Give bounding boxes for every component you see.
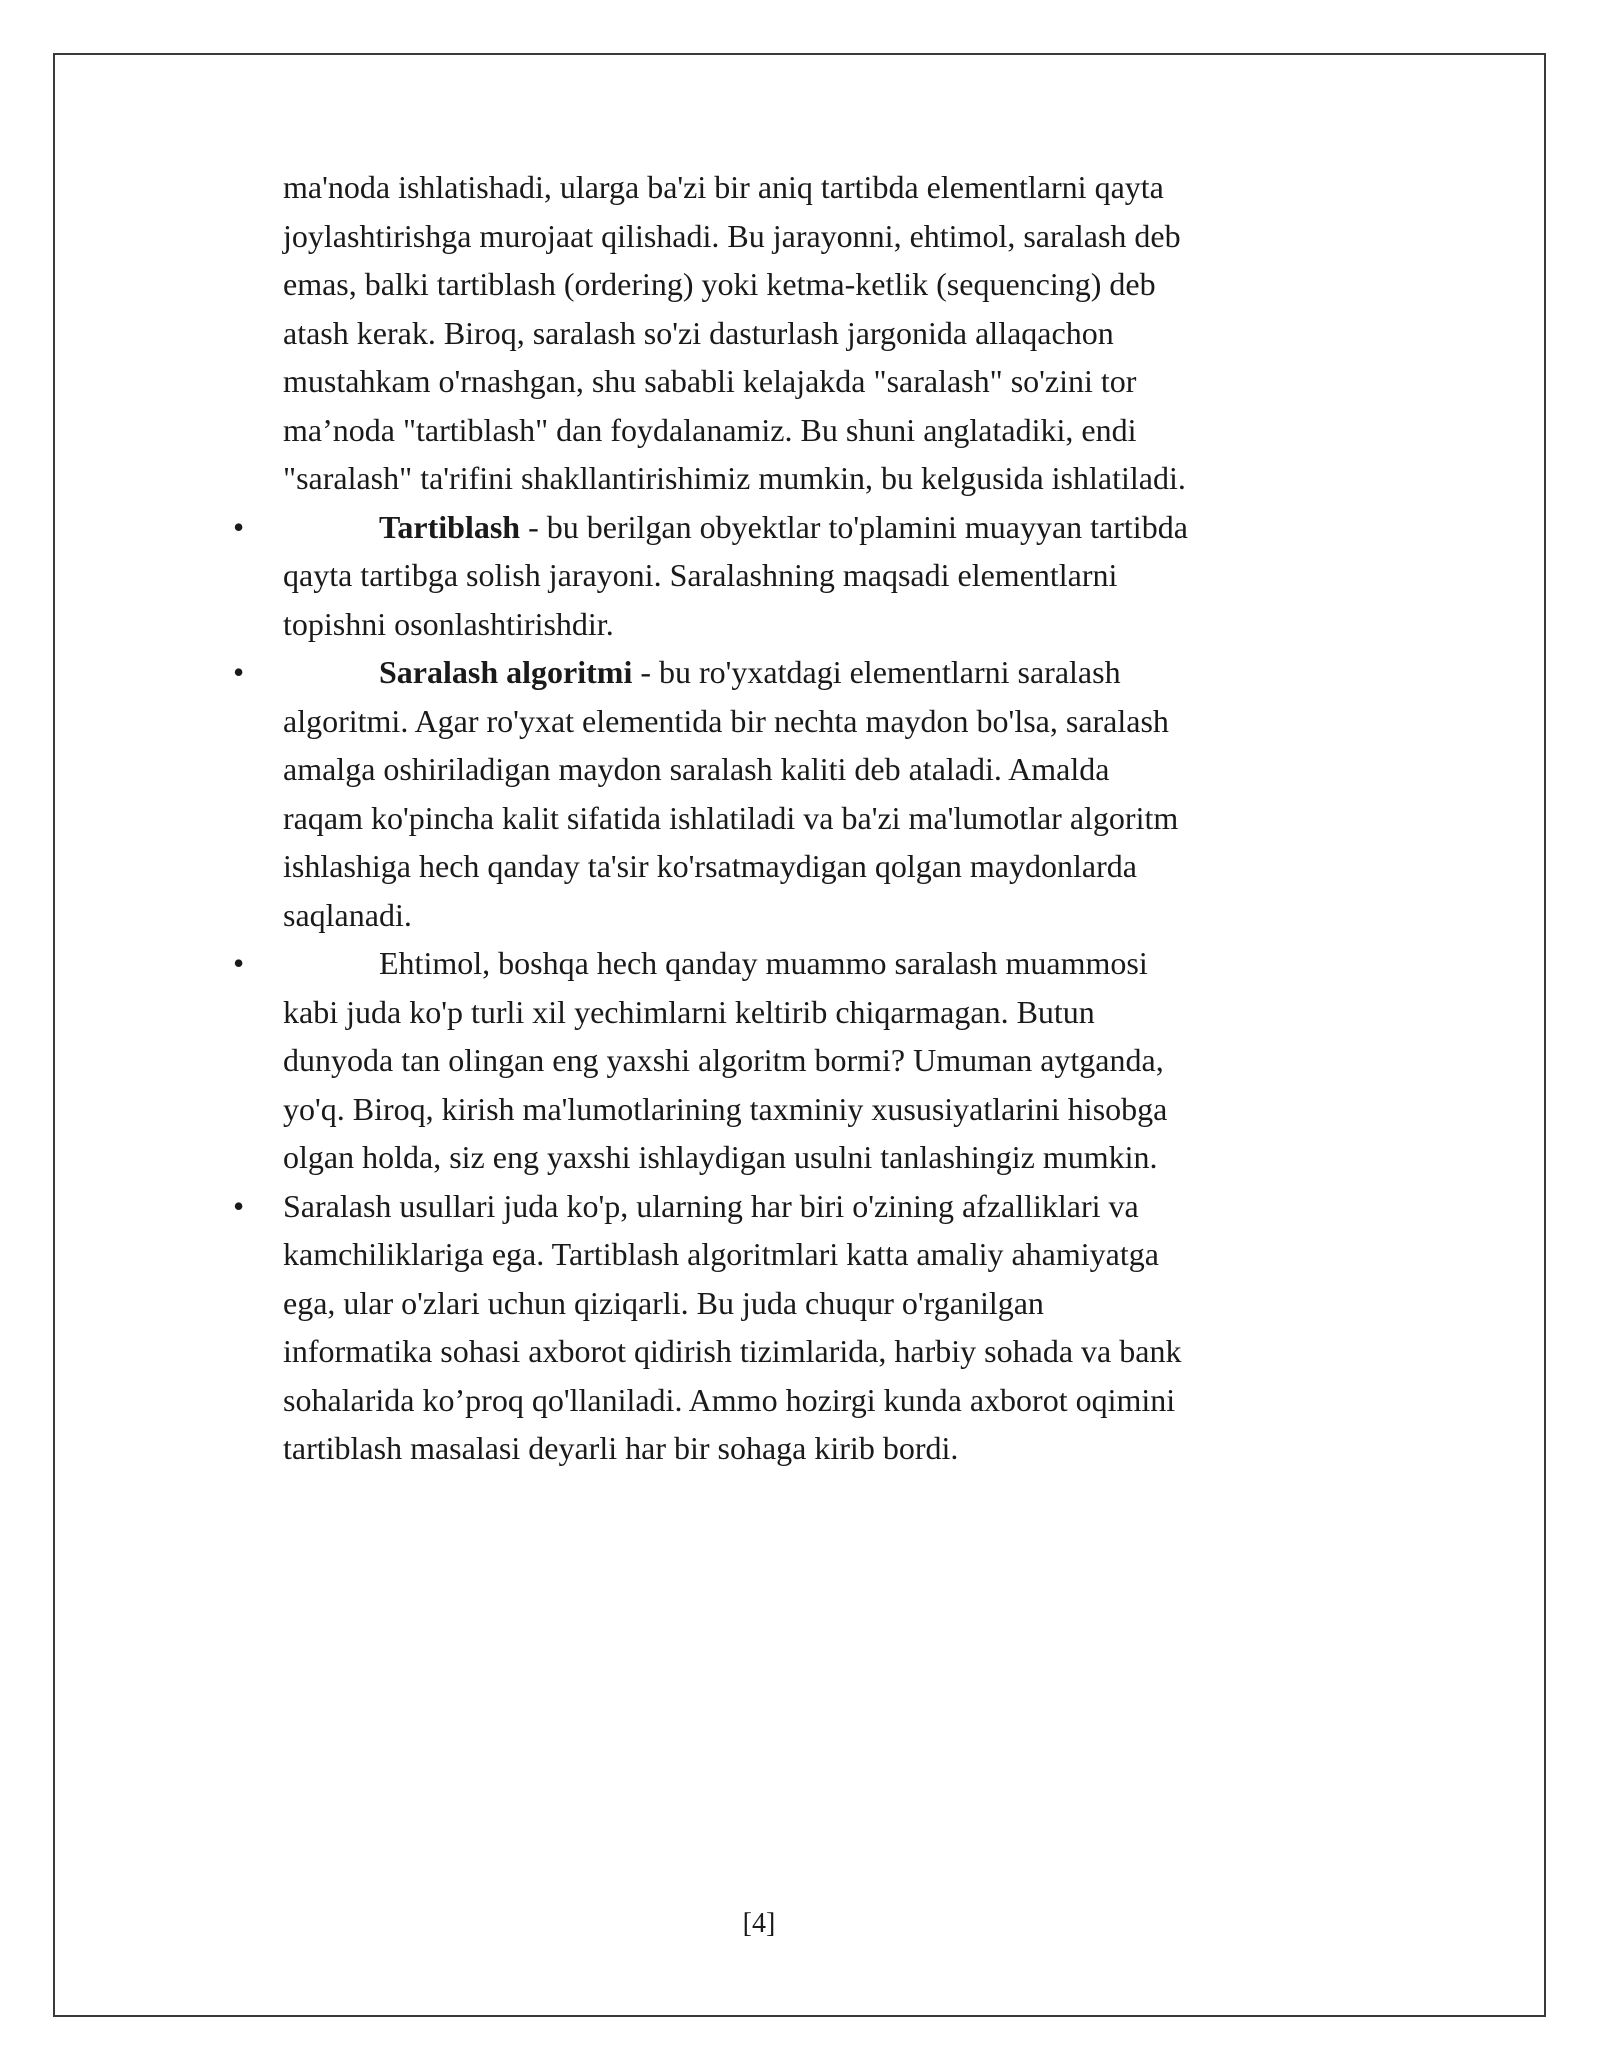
text-line: yo'q. Biroq, kirish ma'lumotlarining taxminiy xususiyatlarini hisobga	[283, 1090, 1168, 1127]
text-line: emas, balki tartiblash (ordering) yoki ketma-ketlik (sequencing) deb	[283, 266, 1156, 302]
intro-paragraph	[283, 163, 1333, 503]
text-line: ma’noda "tartiblash" dan foydalanamiz. Bu shuni anglatadiki, endi	[283, 411, 1137, 448]
text-line: raqam ko'pincha kalit sifatida ishlatiladi va ba'zi ma'lumotlar algoritm	[283, 799, 1179, 836]
text-line: qayta tartibga solish jarayoni. Saralashning maqsadi elementlarni	[283, 557, 1118, 593]
term-tartiblash: Tartiblash	[379, 508, 521, 545]
text-line: topishni osonlashtirishdir.	[283, 605, 614, 642]
text-line: ega, ular o'zlari uchun qiziqarli. Bu juda chuqur o'rganilgan	[283, 1284, 1044, 1321]
text-line: mustahkam o'rnashgan, shu sababli kelajakda "saralash" so'zini tor	[283, 363, 1137, 399]
definition-text: - bu berilgan obyektlar to'plamini muayyan tartibda	[520, 508, 1188, 545]
text-line: informatika sohasi axborot qidirish tizimlarida, harbiy sohada va bank	[283, 1333, 1182, 1369]
bullet-list	[233, 503, 1333, 1473]
text-line: kamchiliklariga ega. Tartiblash algoritmlari katta amaliy ahamiyatga	[283, 1236, 1159, 1272]
bullet-marker: •	[233, 945, 245, 981]
list-item-tartiblash	[233, 503, 1333, 649]
text-line: kabi juda ko'p turli xil yechimlarni keltirib chiqarmagan. Butun	[283, 993, 1095, 1030]
paragraph-start: Ehtimol, boshqa hech qanday muammo saralash muammosi	[379, 945, 1148, 981]
bullet-marker: •	[233, 508, 245, 545]
list-item-saralash-usullari	[233, 1182, 1333, 1473]
term-saralash-algoritmi: Saralash algoritmi	[379, 654, 633, 690]
list-item-saralash-algoritmi	[233, 648, 1333, 939]
text-line: "saralash" ta'rifini shakllantirishimiz mumkin, bu kelgusida ishlatiladi.	[283, 460, 1186, 496]
bullet-marker: •	[233, 1187, 245, 1224]
text-line: atash kerak. Biroq, saralash so'zi dasturlash jargonida allaqachon	[283, 314, 1114, 351]
document-body	[233, 163, 1333, 1473]
text-line: tartiblash masalasi deyarli har bir sohaga kirib bordi.	[283, 1430, 959, 1466]
text-line: amalga oshiriladigan maydon saralash kaliti deb ataladi. Amalda	[283, 751, 1110, 787]
text-line: algoritmi. Agar ro'yxat elementida bir nechta maydon bo'lsa, saralash	[283, 702, 1169, 739]
text-line: dunyoda tan olingan eng yaxshi algoritm bormi? Umuman aytganda,	[283, 1042, 1164, 1078]
text-line: joylashtirishga murojaat qilishadi. Bu jarayonni, ehtimol, saralash deb	[283, 217, 1181, 254]
paragraph-start: Saralash usullari juda ko'p, ularning har biri o'zining afzalliklari va	[283, 1187, 1139, 1224]
definition-text: - bu ro'yxatdagi elementlarni saralash	[632, 654, 1121, 690]
text-line: sohalarida ko’proq qo'llaniladi. Ammo hozirgi kunda axborot oqimini	[283, 1381, 1176, 1418]
page-number: [4]	[742, 1908, 776, 1939]
text-line: saqlanadi.	[283, 896, 412, 933]
bullet-marker: •	[233, 654, 245, 690]
text-line: olgan holda, siz eng yaxshi ishlaydigan usulni tanlashingiz mumkin.	[283, 1139, 1158, 1175]
text-line: ishlashiga hech qanday ta'sir ko'rsatmaydigan qolgan maydonlarda	[283, 848, 1137, 884]
list-item-ehtimol	[233, 939, 1333, 1182]
text-line: ma'noda ishlatishadi, ularga ba'zi bir aniq tartibda elementlarni qayta	[283, 169, 1164, 205]
